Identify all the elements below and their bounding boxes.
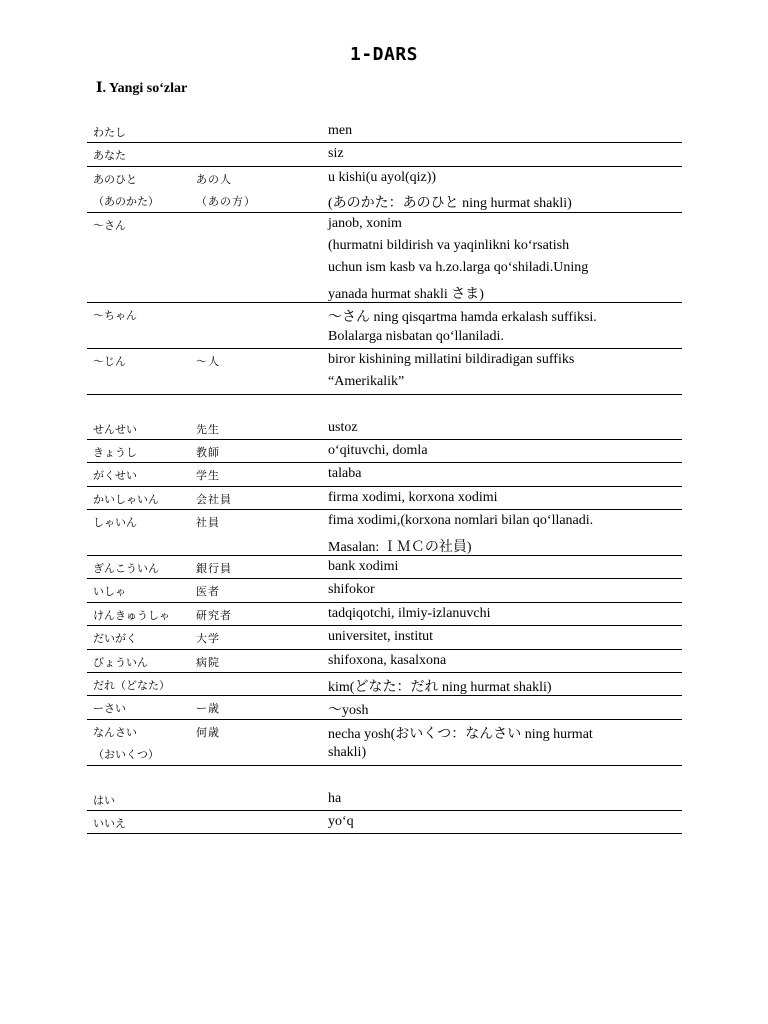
vocab-row	[87, 463, 682, 486]
vocab-line	[87, 189, 682, 211]
vocab-line	[87, 626, 682, 648]
uzbek-meaning: shifoxona, kasalxona	[328, 652, 447, 668]
vocab-row	[87, 650, 682, 673]
kana-reading: きょうし	[93, 446, 137, 460]
vocab-row	[87, 626, 682, 649]
vocab-row	[87, 303, 682, 349]
vocab-row	[87, 556, 682, 579]
kana-reading: けんきゅうしゃ	[93, 608, 170, 622]
vocab-line	[87, 742, 682, 764]
vocab-line	[87, 280, 682, 302]
kanji-form: 先生	[196, 422, 220, 436]
uzbek-meaning: janob, xonim	[328, 215, 402, 231]
uzbek-meaning: Bolalarga nisbatan qo‘llaniladi.	[328, 328, 504, 344]
vocab-line	[87, 235, 682, 257]
vocab-line	[87, 487, 682, 509]
uzbek-meaning: firma xodimi, korxona xodimi	[328, 489, 498, 505]
kanji-form: 医者	[196, 585, 220, 599]
uzbek-meaning: shakli)	[328, 745, 367, 761]
kana-reading: ぎんこういん	[93, 562, 159, 576]
vocab-line	[87, 143, 682, 165]
uzbek-meaning: talaba	[328, 466, 362, 482]
kana-reading: あなた	[93, 149, 126, 163]
vocab-line	[87, 440, 682, 462]
vocab-line	[87, 349, 682, 371]
kana-reading: はい	[93, 793, 115, 807]
vocab-line	[87, 303, 682, 325]
vocab-row	[87, 440, 682, 463]
kana-reading: しゃいん	[93, 516, 137, 530]
kanji-form: 銀行員	[196, 562, 232, 576]
vocab-line	[87, 579, 682, 601]
vocab-line	[87, 326, 682, 348]
kana-reading: がくせい	[93, 469, 137, 483]
uzbek-meaning: biror kishining millatini bildiradigan suffiks	[328, 351, 575, 367]
vocab-row	[87, 811, 682, 834]
vocab-line	[87, 463, 682, 485]
uzbek-meaning: o‘qituvchi, domla	[328, 443, 428, 459]
vocab-row	[87, 788, 682, 811]
vocab-line	[87, 533, 682, 555]
kana-reading: いいえ	[93, 816, 126, 830]
kana-reading: わたし	[93, 126, 126, 139]
vocab-row	[87, 167, 682, 213]
vocab-line	[87, 788, 682, 810]
kanji-form: ～人	[196, 354, 220, 368]
kana-reading: せんせい	[93, 422, 137, 436]
vocab-line	[87, 811, 682, 833]
uzbek-meaning: bank xodimi	[328, 559, 399, 575]
uzbek-meaning: u kishi(u ayol(qiz))	[328, 169, 437, 185]
uzbek-meaning: yo‘q	[328, 813, 354, 829]
kanji-form: ー歳	[196, 702, 220, 716]
vocab-row	[87, 673, 682, 696]
kana-reading: ～ちゃん	[93, 309, 137, 323]
vocab-line	[87, 167, 682, 189]
kanji-form: 大学	[196, 632, 220, 646]
uzbek-meaning: (hurmatni bildirish va yaqinlikni ko‘rsatish	[328, 237, 570, 253]
kanji-form: 何歳	[196, 725, 220, 739]
section-heading: Ⅰ. Yangi so‘zlar	[96, 81, 188, 96]
vocab-line	[87, 603, 682, 625]
vocab-line	[87, 257, 682, 279]
uzbek-meaning: “Amerikalik”	[328, 374, 405, 390]
uzbek-meaning: kim(どなた：だれ ning hurmat shakli)	[328, 679, 552, 695]
kanji-form: あの人	[196, 172, 232, 186]
vocab-row	[87, 349, 682, 395]
vocab-row	[87, 603, 682, 626]
section-gap	[87, 766, 682, 788]
uzbek-meaning: ～yosh	[328, 703, 369, 719]
uzbek-meaning: tadqiqotchi, ilmiy-izlanuvchi	[328, 605, 491, 621]
kanji-form: 研究者	[196, 608, 232, 622]
vocab-line	[87, 371, 682, 393]
kana-reading: ～じん	[93, 354, 126, 368]
kana-reading: （あのかた）	[93, 195, 159, 209]
page-title: 1-DARS	[349, 44, 419, 65]
kanji-form: 社員	[196, 516, 220, 530]
vocab-line	[87, 120, 682, 142]
vocab-line	[87, 696, 682, 718]
section-gap	[87, 395, 682, 417]
uzbek-meaning: ustoz	[328, 419, 358, 435]
uzbek-meaning: Masalan: ＩＭＣの社員)	[328, 539, 472, 555]
uzbek-meaning: ～さん ning qisqartma hamda erkalash suffiksi.	[328, 310, 597, 326]
kana-reading: だいがく	[93, 632, 137, 646]
kana-reading: ～さん	[93, 218, 126, 232]
vocab-line	[87, 213, 682, 235]
vocab-row	[87, 696, 682, 719]
uzbek-meaning: yanada hurmat shakli さま)	[328, 286, 484, 302]
kanji-form: 学生	[196, 469, 220, 483]
vocab-line	[87, 510, 682, 532]
vocab-row	[87, 720, 682, 766]
vocab-row	[87, 417, 682, 440]
vocab-row	[87, 579, 682, 602]
vocab-line	[87, 720, 682, 742]
uzbek-meaning: fima xodimi,(korxona nomlari bilan qo‘llanadi.	[328, 513, 594, 529]
kanji-form: 病院	[196, 655, 220, 669]
uzbek-meaning: ha	[328, 790, 342, 806]
uzbek-meaning: universitet, institut	[328, 629, 433, 645]
vocab-line	[87, 650, 682, 672]
vocab-row	[87, 120, 682, 143]
kanji-form: 教師	[196, 446, 220, 460]
kana-reading: いしゃ	[93, 585, 126, 599]
vocab-row	[87, 143, 682, 166]
kana-reading: （おいくつ）	[93, 748, 159, 762]
vocab-row	[87, 510, 682, 556]
vocab-row	[87, 487, 682, 510]
kana-reading: びょういん	[93, 655, 148, 669]
vocab-row	[87, 213, 682, 304]
uzbek-meaning: necha yosh(おいくつ：なんさい ning hurmat	[328, 726, 593, 742]
uzbek-meaning: siz	[328, 146, 344, 162]
vocab-line	[87, 673, 682, 695]
kana-reading: だれ（どなた）	[93, 678, 170, 692]
vocab-line	[87, 417, 682, 439]
uzbek-meaning: uchun ism kasb va h.zo.larga qo‘shiladi.Uning	[328, 260, 589, 276]
kana-reading: あのひと	[93, 172, 137, 186]
uzbek-meaning: shifokor	[328, 582, 375, 598]
kana-reading: かいしゃいん	[93, 492, 159, 506]
uzbek-meaning: (あのかた：あのひと ning hurmat shakli)	[328, 196, 572, 212]
vocabulary-table	[87, 120, 682, 834]
kanji-form: （あの方）	[196, 195, 256, 209]
kanji-form: 会社員	[196, 492, 232, 506]
kana-reading: なんさい	[93, 725, 137, 739]
kana-reading: ーさい	[93, 702, 126, 716]
uzbek-meaning: men	[328, 123, 353, 138]
vocab-line	[87, 556, 682, 578]
